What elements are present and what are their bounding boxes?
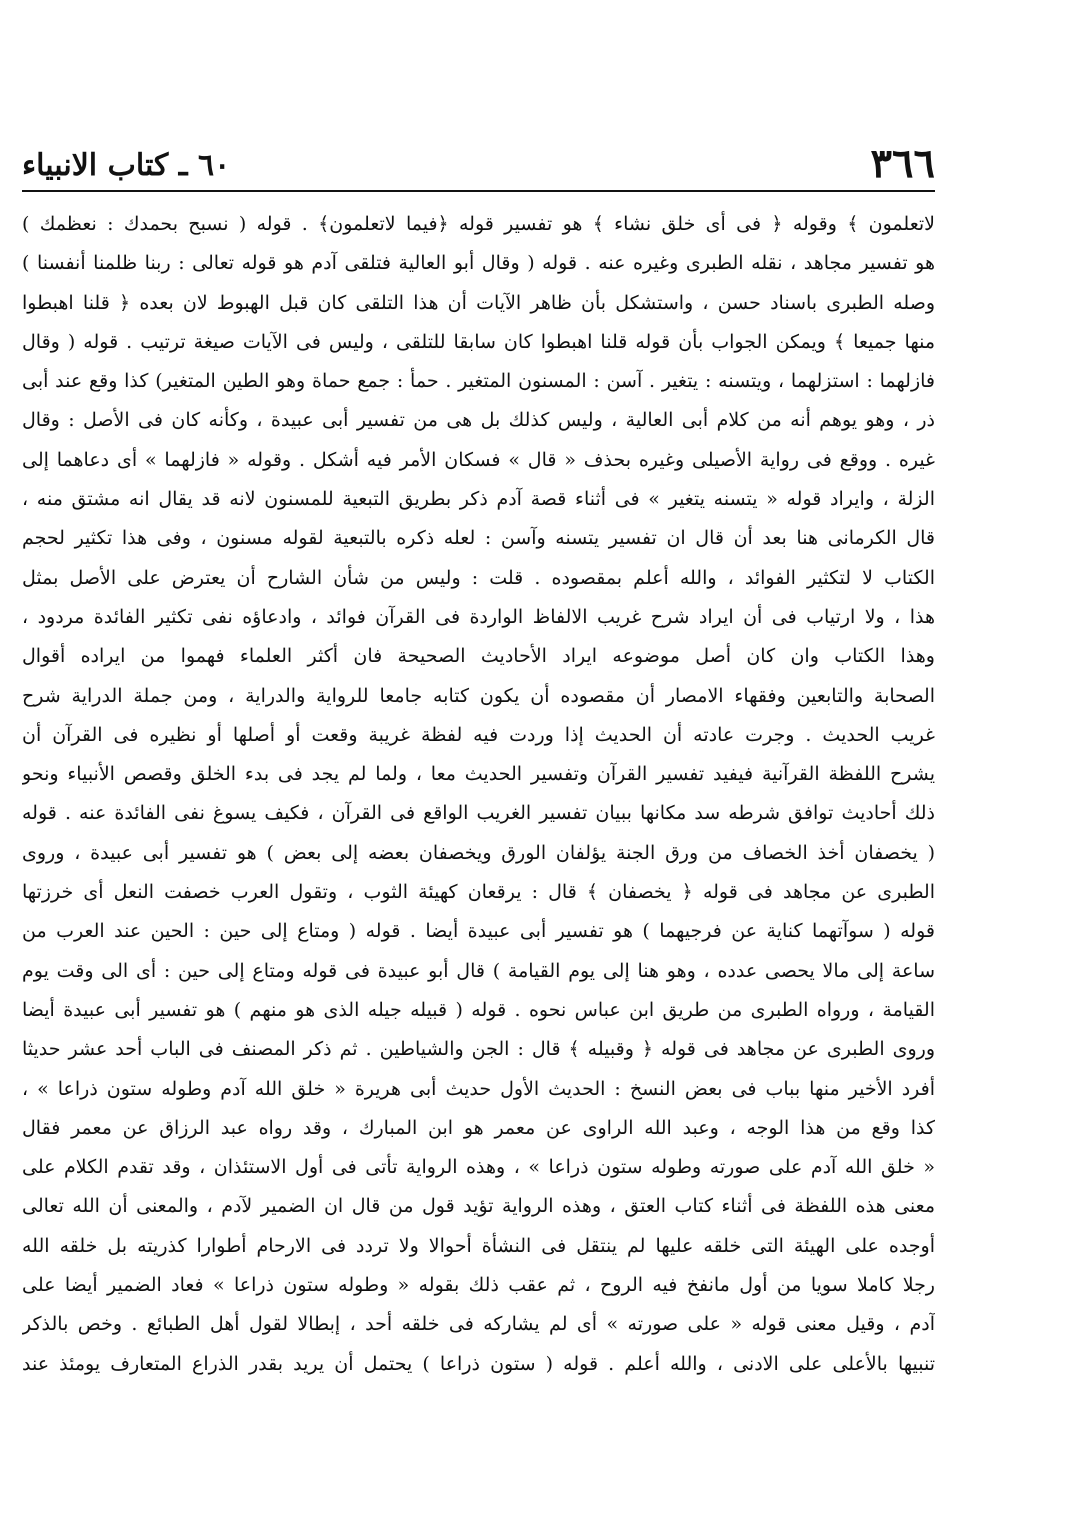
text-line: وصله الطبرى باسناد حسن ، واستشكل بأن ظاهر الآيات أن هذا التلقى كان قبل الهبوط لان بعده ﴿ قلنا اهبطوا <box>22 291 935 314</box>
text-line: قال الكرمانى هنا بعد أن قال ان تفسير يتسنه وآسن : لعله ذكره بالتبعية لقوله مسنون ، وفى هذا تكثير لحجم <box>22 527 935 550</box>
text-line: غريب الحديث . وجرت عادته أن الحديث إذا وردت فيه لفظة غريبة وقعت أو أصلها أو نظيره فى القرآن أن <box>22 723 935 746</box>
text-line: ذلك أحاديث توافق شرطه سد مكانها ببيان تفسير الغريب الواقع فى القرآن ، فكيف يسوغ نفى الفائدة عنه . قوله <box>22 802 935 825</box>
text-line: أفرد الأخير منها بباب فى بعض النسخ : الحديث الأول حديث أبى هريرة « خلق الله آدم وطوله ستون ذراعا » ، <box>22 1077 935 1100</box>
text-line: الطبرى عن مجاهد فى قوله ﴿ يخصفان ﴾ قال : يرقعان كهيئة الثوب ، وتقول العرب خصفت النعل أى خرزتها <box>22 881 935 904</box>
text-line: وهذا الكتاب وان كان أصل موضوعه ايراد الأحاديث الصحيحة فان أكثر العلماء فهموا من ايراده أقوال <box>22 645 935 668</box>
text-line: ساعة إلى مالا يحصى عدده ، وهو هنا إلى يوم القيامة ) قال أبو عبيدة فى قوله ومتاع إلى حين : أى الى وقت يوم <box>22 959 935 982</box>
text-line: رجلا كاملا سويا من أول مانفخ فيه الروح ، ثم عقب ذلك بقوله « وطوله ستون ذراعا » فعاد الضمير أيضا على <box>22 1274 935 1297</box>
text-line: آدم ، وقيل معنى قوله « على صورته » أى لم يشاركه فى خلقه أحد ، إبطالا لقول أهل الطبائع . وخص بالذكر <box>22 1313 935 1336</box>
text-line: منها جميعا ﴾ ويمكن الجواب بأن قوله قلنا اهبطوا كان سابقا للتلقى ، وليس فى الآيات صيغة ترتيب . قوله ( وقال <box>22 330 935 353</box>
text-line: ذر ، وهو يوهم أنه من كلام أبى العالية ، وليس كذلك بل هى من تفسير أبى عبيدة ، وكأنه كان فى الأصل : وقال <box>22 409 935 432</box>
text-line: وروى الطبرى عن مجاهد فى قوله ﴿ وقبيله ﴾ قال : الجن والشياطين . ثم ذكر المصنف فى الباب أحد عشر حديثا <box>22 1038 935 1061</box>
header-divider <box>22 190 935 192</box>
text-body <box>22 205 935 1384</box>
text-line: غيره . ووقع فى رواية الأصيلى وغيره بحذف « قال » فسكان الأمر فيه أشكل . وقوله « فازلهما » أى دعاهما إلى <box>22 448 935 471</box>
text-line: فازلهما : استزلهما ، ويتسنه : يتغير . آسن : المسنون المتغير . حمأ : جمع حماة وهو الطين المتغير) كذا وقع عند أبى <box>22 370 935 393</box>
text-line: قوله ( سوآتهما كناية عن فرجيهما ) هو تفسير أبى عبيدة أيضا . قوله ( ومتاع إلى حين : الحين عند العرب من <box>22 920 935 943</box>
text-line: القيامة ، ورواه الطبرى من طريق ابن عباس نحوه . قوله ( قبيله جيله الذى هو منهم ) هو تفسير أبى عبيدة أيضا <box>22 998 935 1021</box>
text-line: لاتعلمون ﴾ وقوله ﴿ فى أى خلق نشاء ﴾ هو تفسير قوله ﴿فيما لاتعلمون﴾ . قوله ( نسبح بحمدك : نعظمك ) <box>22 213 935 235</box>
text-line: يشرح اللفظة القرآنية فيفيد تفسير القرآن وتفسير الحديث معا ، ولما لم يجد فى بدء الخلق وقصص الأنبياء ونحو <box>22 763 935 786</box>
page-header <box>22 140 935 190</box>
text-line: هذا ، ولا ارتياب فى أن ايراد شرح غريب الالفاظ الواردة فى القرآن فوائد ، وادعاؤه نفى تكثير الفائدة مردود ، <box>22 605 935 628</box>
text-line: « خلق الله آدم على صورته وطوله ستون ذراعا » ، وهذه الرواية تأتى فى أول الاستئذان ، وقد تقدم الكلام على <box>22 1156 935 1179</box>
text-line: الصحابة والتابعين وفقهاء الامصار أن مقصوده أن يكون كتابه جامعا للرواية والدراية ، ومن جملة الدراية شرح <box>22 684 935 707</box>
text-line: أوجده على الهيئة التى خلقه عليها لم ينتقل فى النشأة أحوالا ولا تردد فى الارحام أطوارا كذريته بل خلقه الله <box>22 1234 935 1257</box>
text-line: ( يخصفان أخذ الخصاف من ورق الجنة يؤلفان الورق ويخصفان بعضه إلى بعض ) هو تفسير أبى عبيدة ، وروى <box>22 841 935 864</box>
text-line: كذا وقع من هذا الوجه ، وعبد الله الراوى عن معمر هو ابن المبارك ، وقد رواه عبد الرزاق عن معمر فقال <box>22 1116 935 1139</box>
page-number: ٣٦٦ <box>870 140 935 187</box>
chapter-title: ٦٠ ـ كتاب الانبياء <box>22 148 231 183</box>
text-line: معنى هذه اللفظة فى أثناء كتاب العتق ، وهذه الرواية تؤيد قول من قال ان الضمير لآدم ، والمعنى أن الله تعالى <box>22 1195 935 1218</box>
text-line: هو تفسير مجاهد ، نقله الطبرى وغيره عنه . قوله ( وقال أبو العالية فتلقى آدم هو قوله تعالى : ربنا ظلمنا أنفسنا ) <box>22 252 935 275</box>
text-line: الكتاب لا لتكثير الفوائد ، والله أعلم بمقصوده . قلت : وليس من شأن الشارح أن يعترض على الأصل بمثل <box>22 566 935 589</box>
text-line: الزلة ، وايراد قوله « يتسنه يتغير » فى أثناء قصة آدم ذكر بطريق التبعية للمسنون لانه قد يقال انه مشتق منه ، <box>22 488 935 511</box>
text-line: تنبيها بالأعلى على الادنى ، والله أعلم . قوله ( ستون ذراعا ) يحتمل أن يريد بقدر الذراع المتعارف يومئذ عند <box>22 1352 935 1375</box>
